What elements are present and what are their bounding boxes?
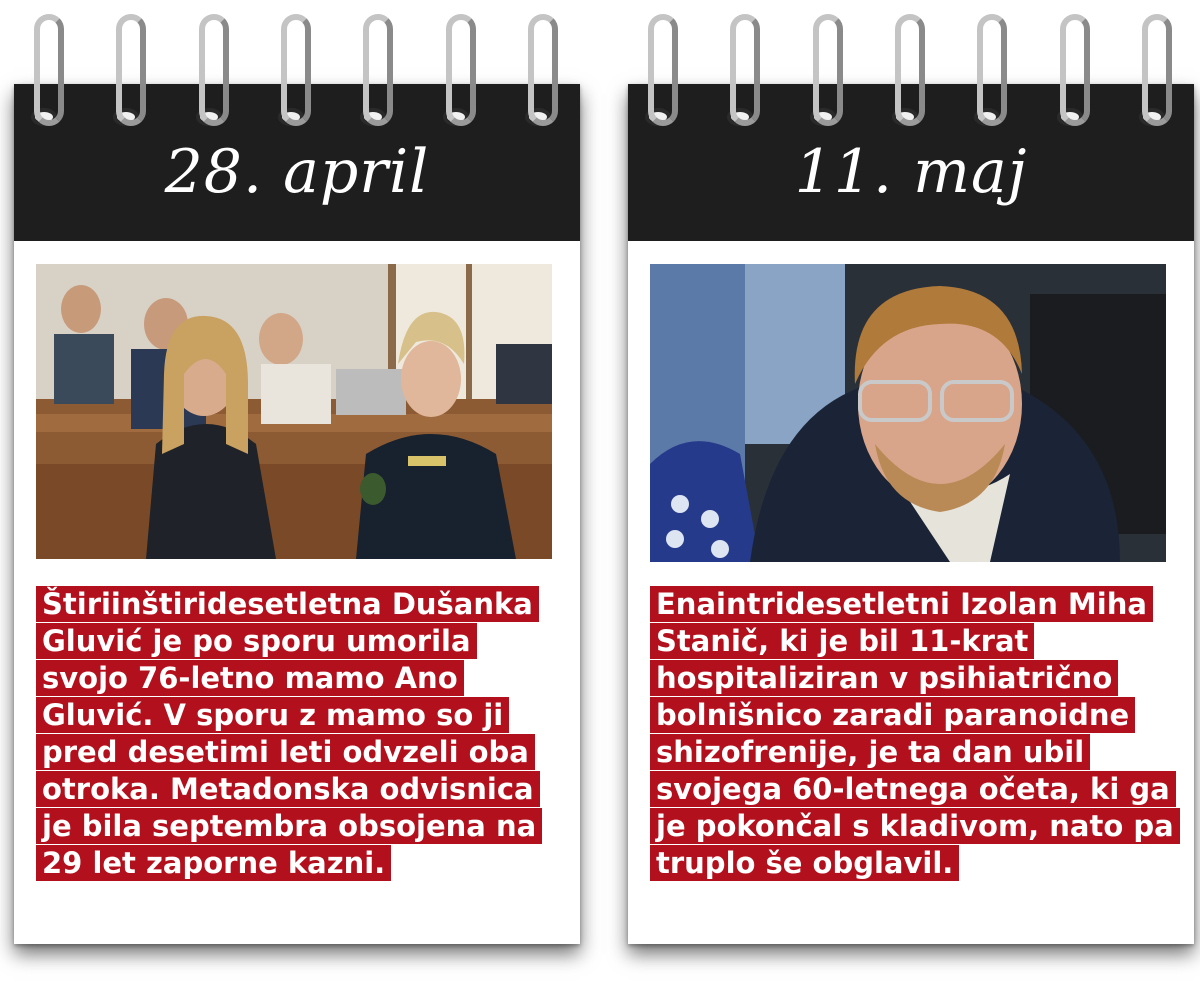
- binder-ring-icon: [199, 14, 229, 126]
- calendar-date: 28. april: [164, 137, 430, 207]
- courtroom-photo: [36, 264, 552, 559]
- calendar-card-april: [14, 84, 580, 944]
- portrait-photo: [650, 264, 1166, 562]
- binder-ring-icon: [446, 14, 476, 126]
- page-top-strip: [0, 0, 1200, 8]
- binder-ring-icon: [281, 14, 311, 126]
- event-caption-text: Enaintridesetletni Izolan Miha Stanič, ki je bil 11-krat hospitaliziran v psihiatrično bolnišnico zaradi paranoidne shizofrenije, je ta dan ubil svojega 60-letnega očeta, ki ga je pokončal s kladivom, nato pa truplo še obglavil.: [650, 586, 1180, 881]
- event-caption: [650, 586, 1180, 882]
- binder-ring-icon: [34, 14, 64, 126]
- binder-ring-icon: [648, 14, 678, 126]
- binder-ring-icon: [977, 14, 1007, 126]
- binder-ring-icon: [813, 14, 843, 126]
- event-caption-text: Štiriinštiridesetletna Dušanka Gluvić je po sporu umorila svojo 76-letno mamo Ano Gluvić. V sporu z mamo so ji pred desetimi leti odvzeli oba otroka. Metadonska odvisnica je bila septembra obsojena na 29 let zaporne kazni.: [36, 586, 542, 881]
- binder-ring-icon: [895, 14, 925, 126]
- calendar-card-may: [628, 84, 1194, 944]
- binder-ring-icon: [1060, 14, 1090, 126]
- binder-ring-icon: [528, 14, 558, 126]
- binder-ring-icon: [116, 14, 146, 126]
- event-caption: [36, 586, 566, 882]
- binder-ring-icon: [730, 14, 760, 126]
- binder-ring-icon: [363, 14, 393, 126]
- binder-ring-icon: [1142, 14, 1172, 126]
- calendar-date: 11. maj: [794, 137, 1028, 207]
